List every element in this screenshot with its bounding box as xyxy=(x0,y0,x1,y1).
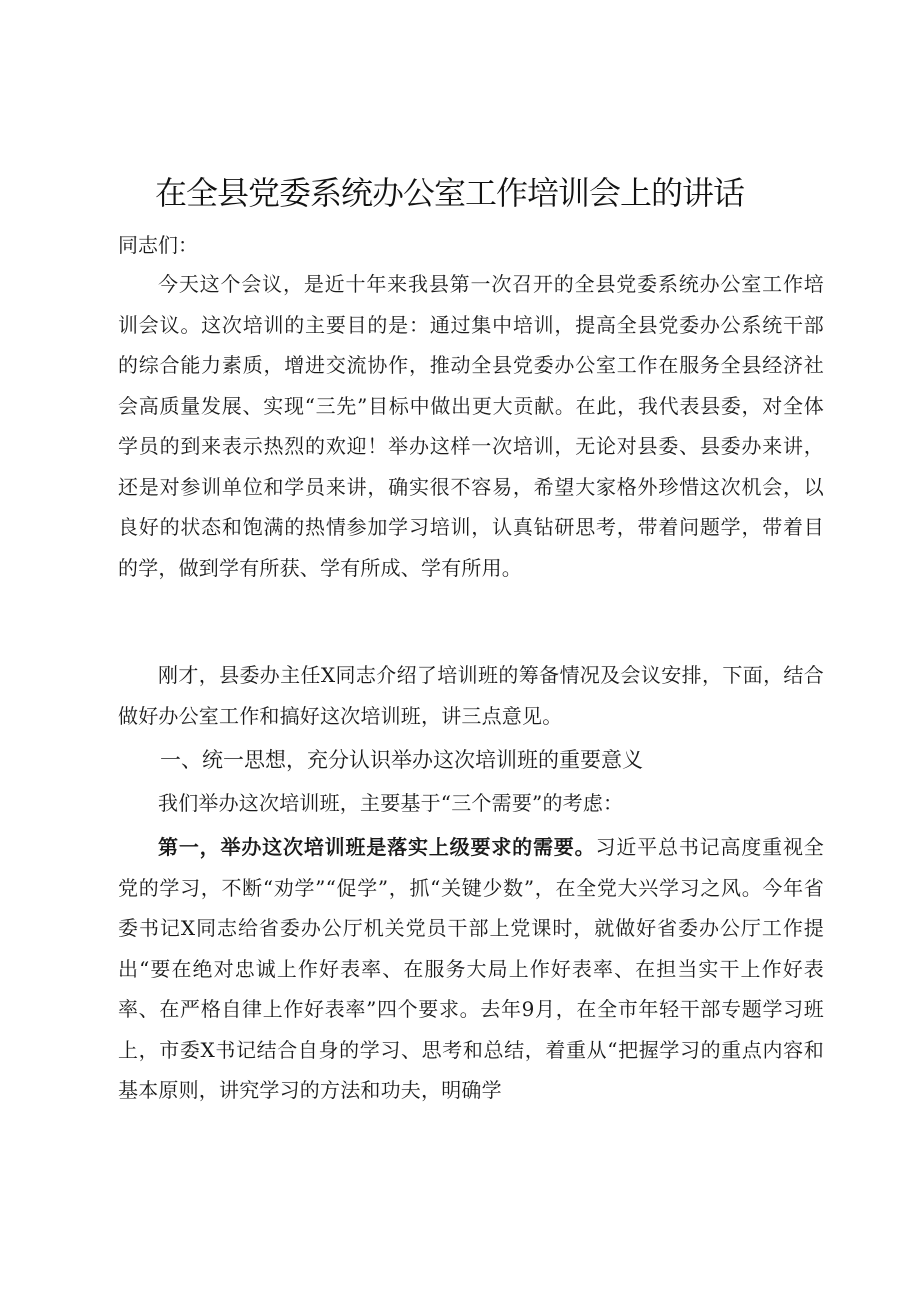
point-one-text: 习近平总书记高度重视全党的学习，不断“劝学”“促学”，抓“关键少数”，在全党大兴学习之风。今年省委书记X同志给省委办公厅机关党员干部上党课时，就做好省委办公厅工作提出“要在绝对忠诚上作好表率、在服务大局上作好表率、在担当实干上作好表率、在严格自律上作好表率”四个要求。去年9月，在全市年轻干部专题学习班上，市委X书记结合自身的学习、思考和总结，着重从“把握学习的重点内容和基本原则，讲究学习的方法和功夫，明确学 xyxy=(118,835,825,1102)
paragraph-opening: 今天这个会议，是近十年来我县第一次召开的全县党委系统办公室工作培训会议。这次培训的主要目的是：通过集中培训，提高全县党委办公系统干部的综合能力素质，增进交流协作，推动全县党委办公室工作在服务全县经济社会高质量发展、实现“三先”目标中做出更大贡献。在此，我代表县委，对全体学员的到来表示热烈的欢迎！举办这样一次培训，无论对县委、县委办来讲，还是对参训单位和学员来讲，确实很不容易，希望大家格外珍惜这次机会，以良好的状态和饱满的热情参加学习培训，认真钻研思考，带着问题学，带着目的学，做到学有所获、学有所成、学有所用。 xyxy=(118,272,824,580)
paragraph-point-one xyxy=(118,827,824,1111)
document-title: 在全县党委系统办公室工作培训会上的讲话 xyxy=(155,174,745,212)
point-one-lead: 第一，举办这次培训班是落实上级要求的需要。 xyxy=(158,835,596,859)
section-heading-one: 一、统一思想，充分认识举办这次培训班的重要意义 xyxy=(160,748,643,772)
paragraph-agenda: 刚才，县委办主任X同志介绍了培训班的筹备情况及会议安排，下面，结合做好办公室工作和搞好这次培训班，讲三点意见。 xyxy=(118,663,824,728)
section-intro: 我们举办这次培训班，主要基于“三个需要”的考虑： xyxy=(158,791,624,815)
salutation: 同志们： xyxy=(118,233,198,257)
